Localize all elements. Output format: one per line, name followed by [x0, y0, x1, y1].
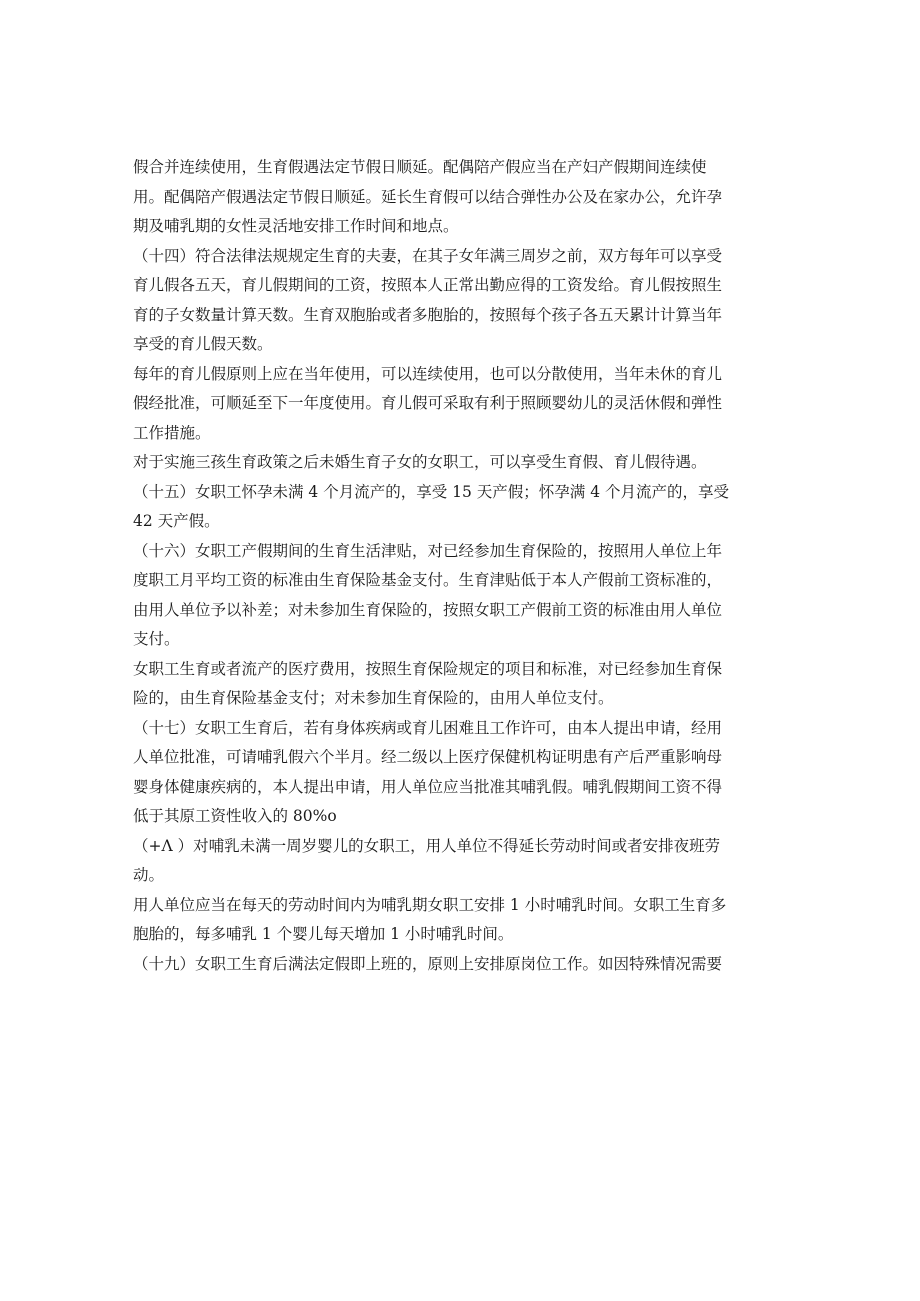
text-line: 胞胎的，每多哺乳 1 个婴儿每天增加 1 小时哺乳时间。: [133, 925, 514, 943]
text-line: 人单位批准，可请哺乳假六个半月。经二级以上医疗保健机构证明患有产后严重影响母: [133, 748, 723, 766]
text-line: 假经批准，可顺延至下一年度使用。育儿假可采取有利于照顾婴幼儿的灵活休假和弹性: [133, 394, 723, 412]
paragraph-11: [133, 950, 793, 980]
paragraph-3: [133, 360, 793, 449]
text-line: 度职工月平均工资的标准由生育保险基金支付。生育津贴低于本人产假前工资标准的，: [133, 571, 723, 589]
paragraph-7: [133, 655, 793, 714]
text-line: 女职工生育或者流产的医疗费用，按照生育保险规定的项目和标准，对已经参加生育保: [133, 659, 723, 678]
paragraph-6: [133, 537, 793, 655]
text-line: 支付。: [133, 630, 180, 648]
text-line: 期及哺乳期的女性灵活地安排工作时间和地点。: [133, 217, 459, 235]
text-line: （+Λ ）对哺乳未满一周岁婴儿的女职工，用人单位不得延长劳动时间或者安排夜班劳: [133, 836, 721, 855]
paragraph-1: [133, 153, 793, 242]
paragraph-10: [133, 891, 793, 950]
text-line: 用。配偶陪产假遇法定节假日顺延。延长生育假可以结合弹性办公及在家办公，允许孕: [133, 187, 723, 206]
text-line: 对于实施三孩生育政策之后未婚生育子女的女职工，可以享受生育假、育儿假待遇。: [133, 453, 707, 471]
paragraph-9: [133, 832, 793, 891]
document-body: [133, 153, 793, 979]
text-line: 育儿假各五天，育儿假期间的工资，按照本人正常出勤应得的工资发给。育儿假按照生: [133, 276, 723, 294]
paragraph-8: [133, 714, 793, 832]
paragraph-4: [133, 448, 793, 478]
text-line: （十七）女职工生育后，若有身体疾病或育儿困难且工作许可，由本人提出申请，经用: [133, 718, 723, 737]
text-line: （十六）女职工产假期间的生育生活津贴，对已经参加生育保险的，按照用人单位上年: [133, 541, 723, 560]
text-line: 假合并连续使用，生育假遇法定节假日顺延。配偶陪产假应当在产妇产假期间连续使: [133, 158, 707, 176]
text-line: （十四）符合法律法规规定生育的夫妻，在其子女年满三周岁之前，双方每年可以享受: [133, 246, 723, 265]
text-line: 育的子女数量计算天数。生育双胞胎或者多胞胎的，按照每个孩子各五天累计计算当年: [133, 305, 723, 324]
text-line: 动。: [133, 866, 165, 884]
text-line: 每年的育儿假原则上应在当年使用，可以连续使用，也可以分散使用，当年未休的育儿: [133, 364, 723, 383]
paragraph-2: [133, 242, 793, 360]
text-line: 由用人单位予以补差；对未参加生育保险的，按照女职工产假前工资的标准由用人单位: [133, 600, 723, 619]
text-line: 用人单位应当在每天的劳动时间内为哺乳期女职工安排 1 小时哺乳时间。女职工生育多: [133, 895, 727, 914]
text-line: 低于其原工资性收入的 80%o: [133, 807, 337, 825]
text-line: 工作措施。: [133, 423, 211, 442]
paragraph-5: [133, 478, 793, 537]
text-line: 婴身体健康疾病的，本人提出申请，用人单位应当批准其哺乳假。哺乳假期间工资不得: [133, 777, 723, 796]
text-line: （十五）女职工怀孕未满 4 个月流产的，享受 15 天产假；怀孕满 4 个月流产的，享受: [133, 482, 730, 501]
text-line: 42 天产假。: [133, 512, 220, 530]
text-line: 险的，由生育保险基金支付；对未参加生育保险的，由用人单位支付。: [133, 689, 614, 707]
text-line: 享受的育儿假天数。: [133, 335, 273, 353]
text-line: （十九）女职工生育后满法定假即上班的，原则上安排原岗位工作。如因特殊情况需要: [133, 954, 723, 973]
